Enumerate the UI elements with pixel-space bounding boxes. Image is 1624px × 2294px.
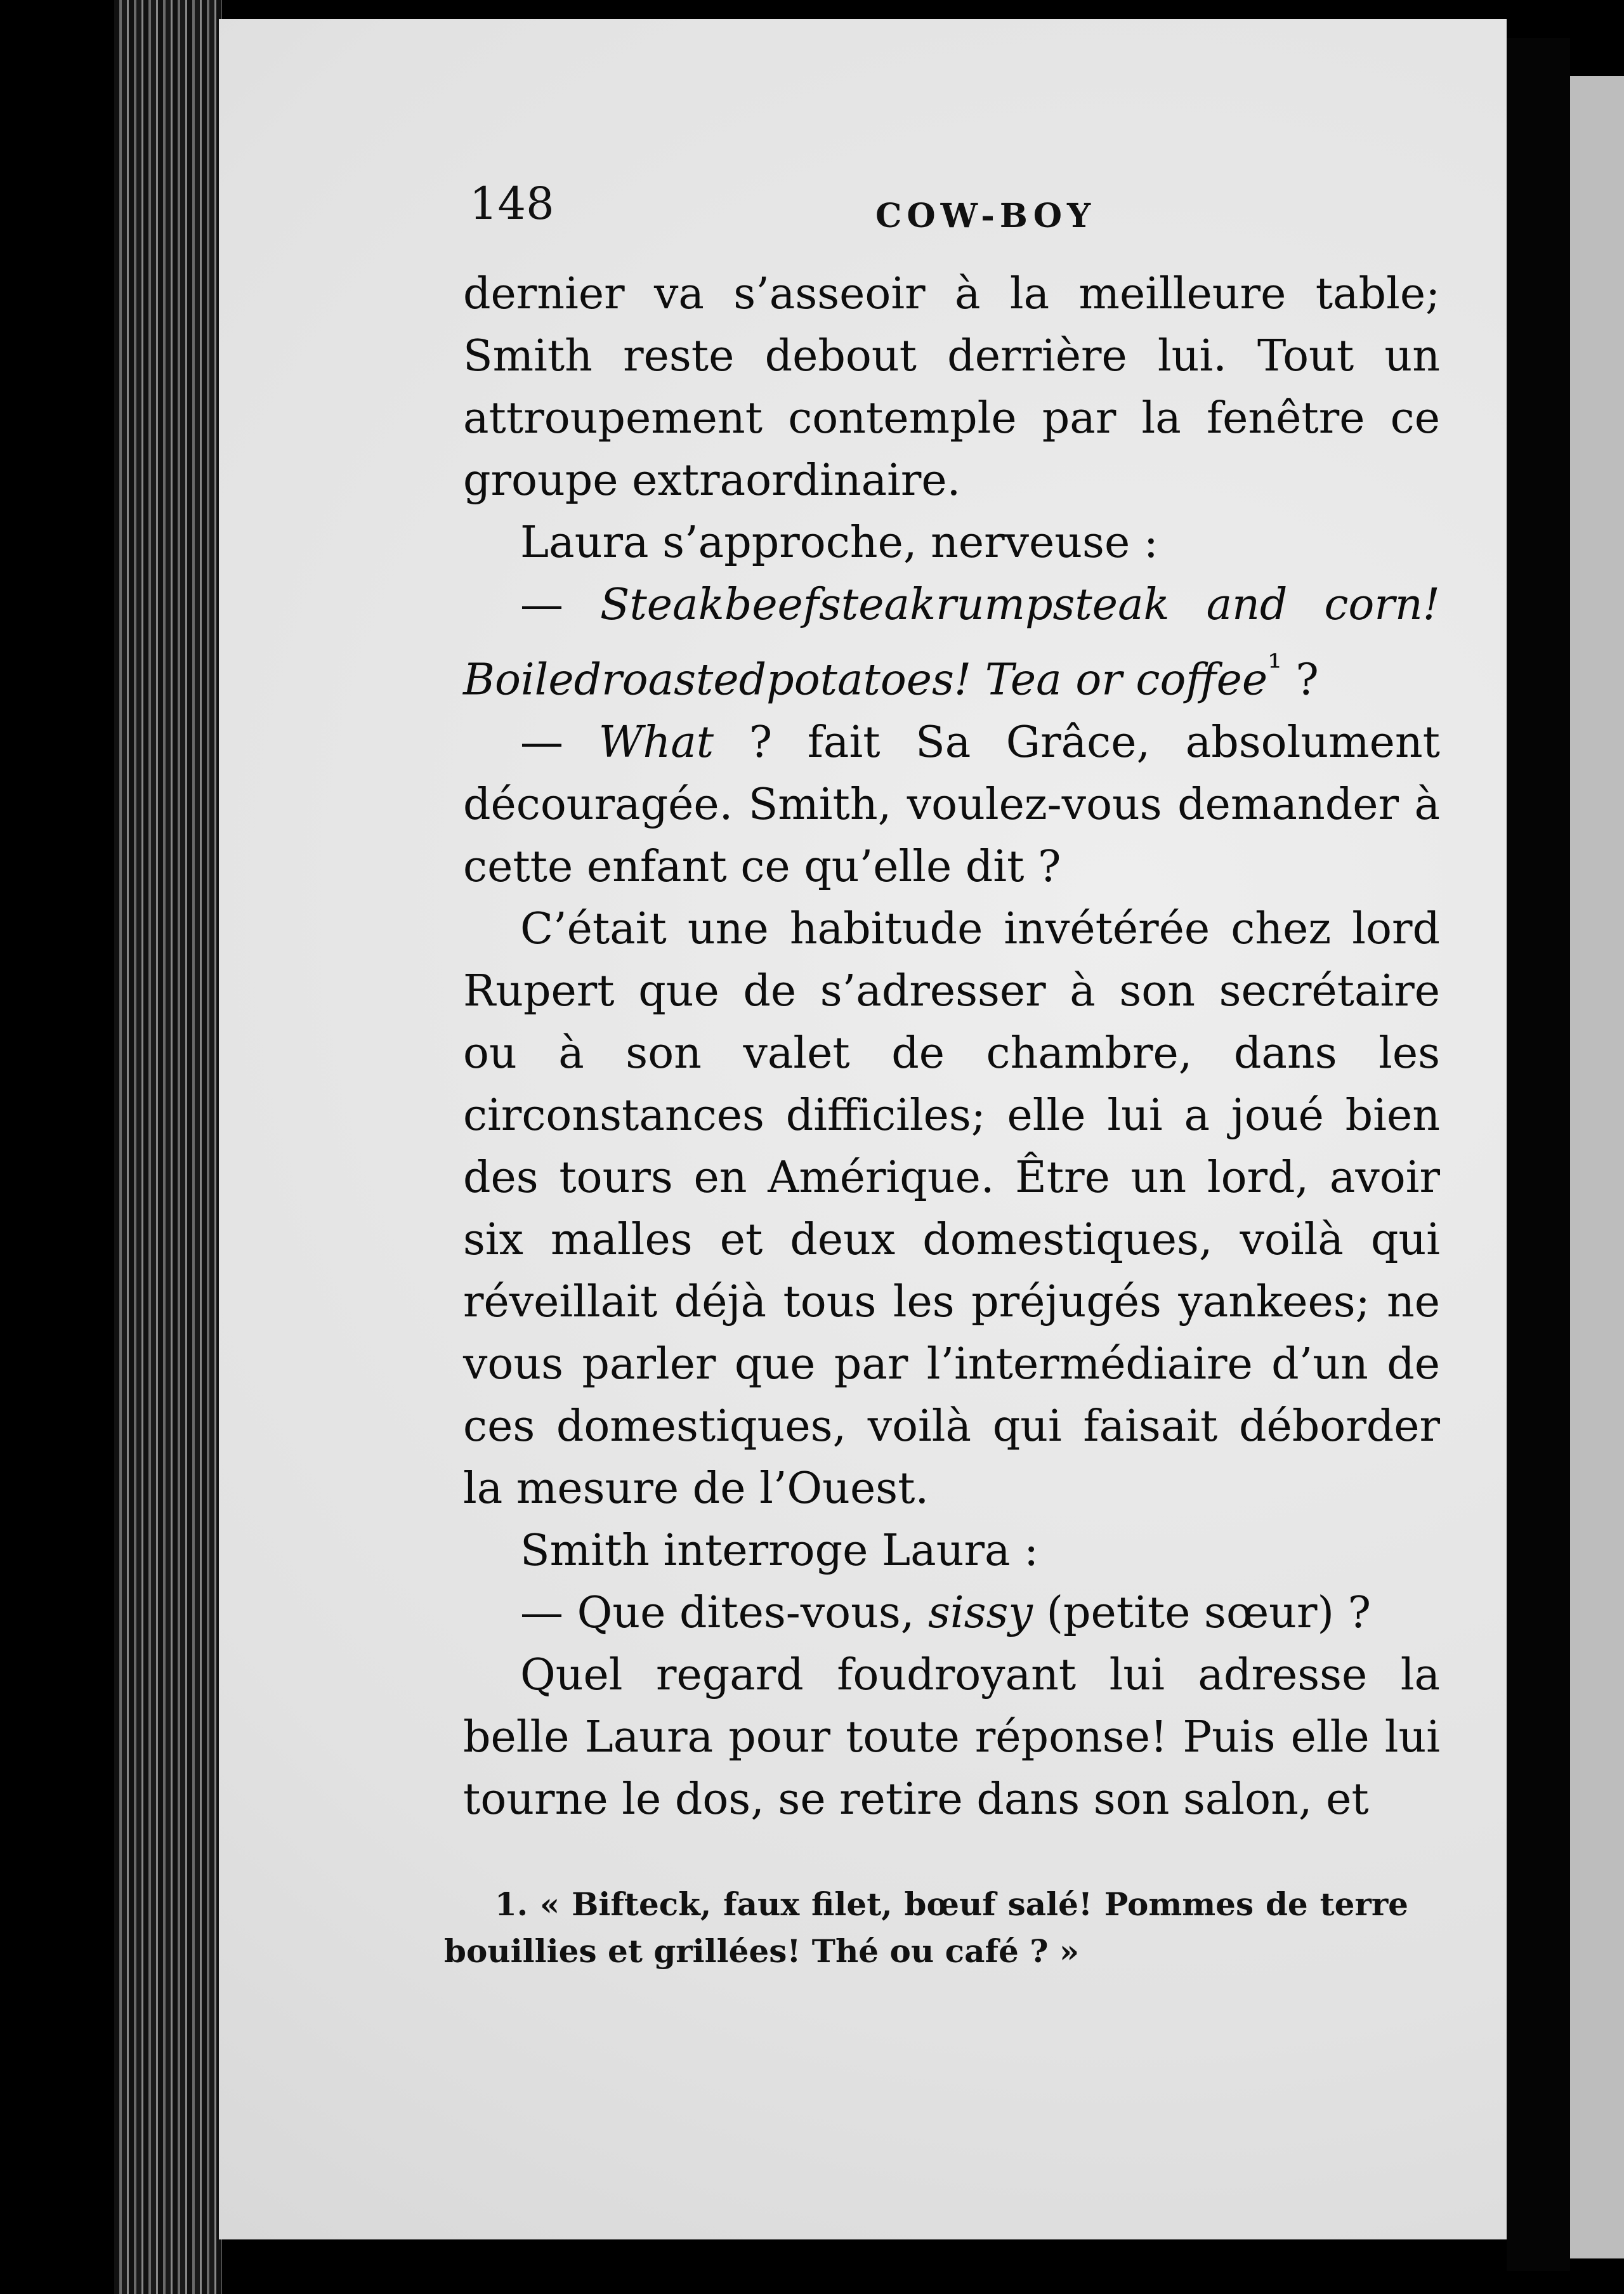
text: ? — [1281, 655, 1319, 705]
italic-text: sissy — [928, 1587, 1033, 1638]
dash: — — [520, 580, 600, 630]
dash: — — [520, 717, 599, 768]
paragraph: Quel regard foudroyant lui adresse la belle Laura pour toute réponse! Puis elle lui tourne le dos, se retire dans son salon, et — [463, 1649, 1440, 1825]
footnote-ref: ¹ — [1267, 646, 1282, 688]
paragraph: C’était une habitude invétérée chez lord Rupert que de s’adresser à son secrétaire ou à son valet de chambre, dans les circonstances difficiles; elle lui a joué bien des tours en Amérique. Être un lord, avoir six malles et deux domestiques, voilà qui réveillait déjà tous les préjugés yankees; ne vous parler que par l’intermédiaire d’un de ces domestiques, voilà qui faisait déborder la mesure de l’Ouest. — [463, 903, 1440, 1514]
page-header — [469, 178, 1434, 254]
facing-page-edge — [1570, 76, 1624, 2258]
book-spine — [114, 0, 222, 2294]
dialogue-line — [463, 1582, 1440, 1644]
running-title: COW-BOY — [875, 197, 1096, 235]
page-number: 148 — [469, 178, 554, 230]
footnote — [444, 1881, 1408, 1975]
italic-text: What — [598, 717, 714, 768]
dialogue-line — [463, 712, 1440, 898]
footnote-marker: 1. — [495, 1885, 528, 1923]
text: ? fait Sa Grâce, absolument découragée. Smith, voulez-vous demander à cette enfant ce qu’elle dit ? — [463, 717, 1440, 892]
body-text — [463, 263, 1440, 1831]
text: (petite sœur) ? — [1032, 1587, 1372, 1638]
footnote-text: « Bifteck, faux filet, bœuf salé! Pommes de terre bouillies et grillées! Thé ou café ? » — [444, 1885, 1408, 1970]
paragraph: Smith interroge Laura : — [520, 1525, 1039, 1576]
page-edge-shadow — [1507, 38, 1570, 2271]
dialogue-line — [463, 574, 1440, 712]
paragraph: dernier va s’asseoir à la meilleure table; Smith reste debout derrière lui. Tout un attroupement contemple par la fenêtre ce groupe extraordinaire. — [463, 269, 1440, 506]
text: — Que dites-vous, — [520, 1587, 929, 1638]
italic-text: Steakbeefsteakrumpsteak and corn! Boiledroastedpotatoes! Tea or coffee — [463, 580, 1440, 705]
paragraph: Laura s’approche, nerveuse : — [520, 518, 1158, 568]
